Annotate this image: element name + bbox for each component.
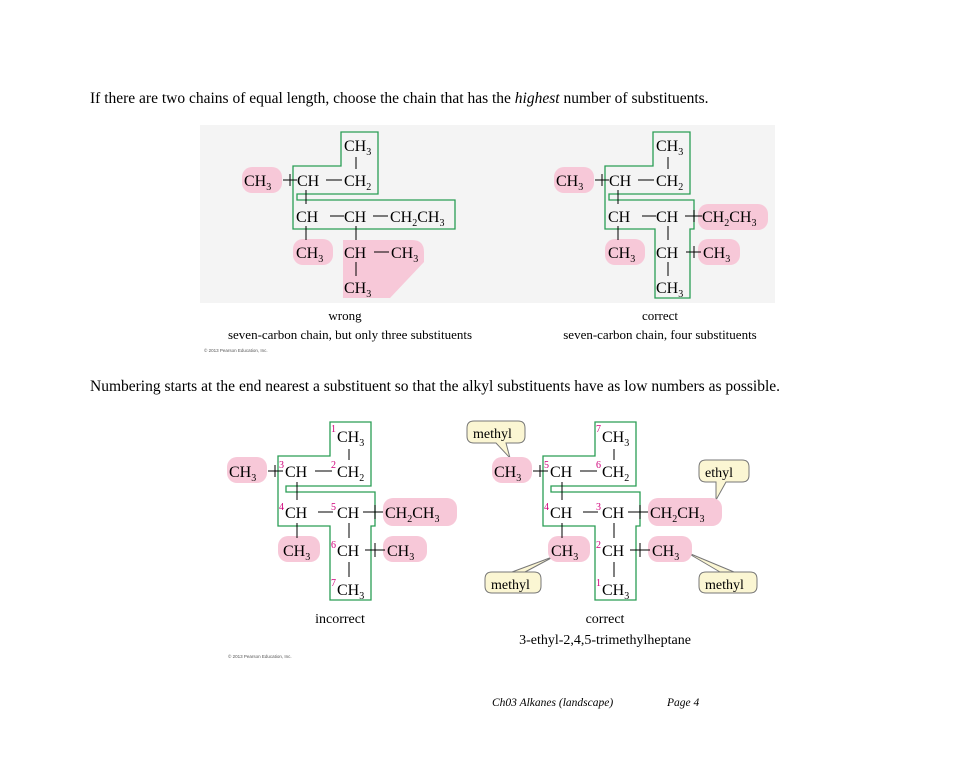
svg-text:CH: CH: [337, 543, 360, 560]
caption-wrong: seven-carbon chain, but only three substituents: [227, 327, 473, 342]
svg-text:2: 2: [596, 540, 601, 551]
svg-text:CH3: $CH_3$: [556, 173, 584, 193]
svg-text:CH2: $CH_2$: [344, 173, 372, 193]
svg-text:3: 3: [596, 502, 601, 513]
label-correct: correct: [641, 308, 679, 323]
svg-text:CH: CH: [297, 173, 320, 190]
svg-text:CH: CH: [602, 505, 625, 522]
svg-text:CH: CH: [656, 209, 679, 226]
svg-text:CH: CH: [344, 245, 367, 262]
svg-text:CH3: $CH_3$: [703, 245, 731, 265]
svg-text:CH3: $CH_3$: [602, 429, 630, 449]
svg-text:CH3: $CH_3$: [656, 138, 684, 158]
emphasis-highest: highest: [514, 90, 560, 107]
svg-text:1: 1: [596, 578, 601, 589]
svg-text:CH3: $CH_3$: [656, 280, 684, 300]
svg-text:CH3: $CH_3$: [391, 245, 419, 265]
svg-text:CH2CH3: $CH_2CH_3$: [650, 505, 705, 525]
svg-text:CH3: $CH_3$: [551, 543, 579, 563]
svg-text:CH3: $CH_3$: [344, 138, 372, 158]
svg-text:methyl: methyl: [705, 578, 744, 593]
svg-text:CH3: $CH_3$: [494, 464, 522, 484]
copyright-figure-2: © 2013 Pearson Education, Inc.: [228, 654, 292, 659]
svg-text:CH2CH3: $CH_2CH_3$: [390, 209, 445, 229]
copyright-figure-1: © 2013 Pearson Education, Inc.: [204, 348, 268, 353]
svg-text:CH: CH: [550, 464, 573, 481]
svg-text:7: 7: [331, 578, 336, 589]
svg-text:CH3: $CH_3$: [608, 245, 636, 265]
molecule-correct-numbering: [467, 421, 757, 602]
svg-text:CH3: $CH_3$: [602, 582, 630, 602]
svg-text:CH3: $CH_3$: [337, 429, 365, 449]
svg-text:6: 6: [596, 460, 601, 471]
svg-text:methyl: methyl: [491, 578, 530, 593]
svg-text:CH: CH: [656, 245, 679, 262]
caption-correct: seven-carbon chain, four substituents: [563, 327, 757, 342]
svg-text:CH: CH: [337, 505, 360, 522]
svg-text:CH: CH: [344, 209, 367, 226]
svg-text:CH3: $CH_3$: [244, 173, 272, 193]
molecule-incorrect-numbering: [227, 422, 457, 602]
svg-text:methyl: methyl: [473, 427, 512, 442]
svg-text:CH3: $CH_3$: [387, 543, 415, 563]
svg-text:CH: CH: [285, 505, 308, 522]
molecule-wrong: [242, 132, 455, 300]
svg-text:CH3: $CH_3$: [229, 464, 257, 484]
svg-text:CH: CH: [285, 464, 308, 481]
svg-text:CH2CH3: $CH_2CH_3$: [702, 209, 757, 229]
svg-text:CH: CH: [296, 209, 319, 226]
label-wrong: wrong: [328, 308, 362, 323]
svg-text:ethyl: ethyl: [705, 466, 733, 481]
svg-text:CH: CH: [550, 505, 573, 522]
svg-text:CH3: $CH_3$: [283, 543, 311, 563]
paragraph-numbering: Numbering starts at the end nearest a substituent so that the alkyl substituents have as low numbers as possible.: [90, 378, 781, 395]
paragraph-equal-chains: If there are two chains of equal length, choose the chain that has the highest number of substituents.: [90, 90, 709, 107]
svg-text:3: 3: [279, 460, 284, 471]
footer-document-name: Ch03 Alkanes (landscape): [492, 697, 614, 709]
footer-page-number: Page 4: [667, 697, 700, 709]
svg-text:4: 4: [544, 502, 549, 513]
molecule-correct: [554, 132, 768, 300]
svg-text:5: 5: [331, 502, 336, 513]
svg-text:1: 1: [331, 424, 336, 435]
svg-text:CH3: $CH_3$: [652, 543, 680, 563]
svg-text:CH: CH: [609, 173, 632, 190]
svg-text:4: 4: [279, 502, 284, 513]
svg-text:CH2CH3: $CH_2CH_3$: [385, 505, 440, 525]
svg-text:CH2: $CH_2$: [337, 464, 365, 484]
svg-text:5: 5: [544, 460, 549, 471]
svg-text:2: 2: [331, 460, 336, 471]
iupac-name: 3-ethyl-2,4,5-trimethylheptane: [519, 633, 691, 648]
label-incorrect: incorrect: [315, 612, 365, 627]
svg-text:CH3: $CH_3$: [344, 280, 372, 300]
svg-text:CH2: $CH_2$: [656, 173, 684, 193]
svg-text:7: 7: [596, 424, 601, 435]
svg-text:CH3: $CH_3$: [296, 245, 324, 265]
svg-text:CH2: $CH_2$: [602, 464, 630, 484]
svg-text:CH3: $CH_3$: [337, 582, 365, 602]
label-correct-numbering: correct: [585, 612, 625, 627]
svg-text:CH: CH: [602, 543, 625, 560]
svg-text:6: 6: [331, 540, 336, 551]
svg-text:CH: CH: [608, 209, 631, 226]
